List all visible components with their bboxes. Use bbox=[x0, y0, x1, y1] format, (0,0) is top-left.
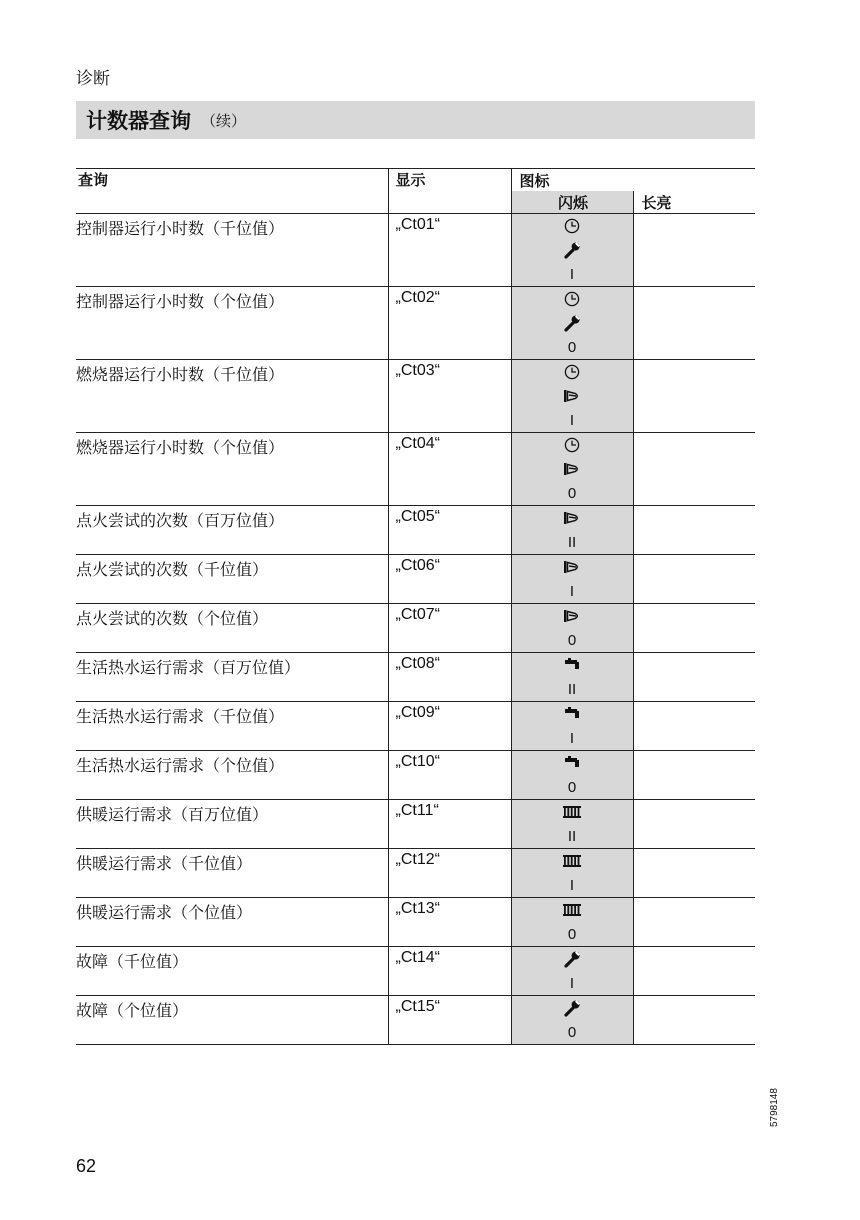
display-cell: „Ct12“ bbox=[388, 849, 511, 898]
query-cell: 供暖运行需求（个位值） bbox=[76, 898, 388, 947]
burner-icon bbox=[512, 384, 633, 408]
query-cell: 故障（千位值） bbox=[76, 947, 388, 996]
display-cell: „Ct10“ bbox=[388, 751, 511, 800]
section-label: 诊断 bbox=[76, 69, 110, 89]
title-bar bbox=[76, 101, 755, 139]
clock-icon bbox=[512, 214, 633, 238]
page-title-suffix: （续） bbox=[201, 111, 247, 130]
digit-indicator: 0 bbox=[567, 1023, 577, 1041]
wrench-icon bbox=[512, 996, 633, 1020]
flash-symbol-cell bbox=[511, 360, 633, 433]
page-number: 62 bbox=[76, 1156, 97, 1176]
flash-symbol-cell bbox=[511, 996, 633, 1045]
table-row bbox=[76, 604, 755, 653]
flash-symbol-cell bbox=[511, 800, 633, 849]
tap-icon bbox=[512, 702, 633, 726]
query-cell: 生活热水运行需求（百万位值） bbox=[76, 653, 388, 702]
table-row bbox=[76, 751, 755, 800]
digit-indicator: I bbox=[569, 876, 575, 894]
display-cell: „Ct09“ bbox=[388, 702, 511, 751]
col-header-flash: 闪烁 bbox=[511, 191, 633, 214]
flash-symbol-cell bbox=[511, 702, 633, 751]
steady-symbol-cell bbox=[633, 947, 755, 996]
radiator-icon bbox=[512, 849, 633, 873]
display-cell: „Ct03“ bbox=[388, 360, 511, 433]
burner-icon bbox=[512, 457, 633, 481]
burner-icon bbox=[512, 555, 633, 579]
display-cell: „Ct13“ bbox=[388, 898, 511, 947]
digit-indicator: II bbox=[567, 680, 577, 698]
table-row bbox=[76, 947, 755, 996]
table-row bbox=[76, 702, 755, 751]
table-row bbox=[76, 360, 755, 433]
wrench-icon bbox=[512, 311, 633, 335]
digit-indicator: 0 bbox=[567, 338, 577, 356]
table-row bbox=[76, 996, 755, 1045]
clock-icon bbox=[512, 360, 633, 384]
table-row bbox=[76, 653, 755, 702]
digit-indicator: II bbox=[567, 533, 577, 551]
table-row bbox=[76, 506, 755, 555]
display-cell: „Ct02“ bbox=[388, 287, 511, 360]
digit-indicator: 0 bbox=[567, 925, 577, 943]
page-title: 计数器查询 bbox=[86, 109, 191, 133]
query-cell: 生活热水运行需求（千位值） bbox=[76, 702, 388, 751]
steady-symbol-cell bbox=[633, 214, 755, 287]
query-cell: 控制器运行小时数（千位值） bbox=[76, 214, 388, 287]
query-cell: 供暖运行需求（百万位值） bbox=[76, 800, 388, 849]
display-cell: „Ct06“ bbox=[388, 555, 511, 604]
display-cell: „Ct08“ bbox=[388, 653, 511, 702]
flash-symbol-cell bbox=[511, 214, 633, 287]
radiator-icon bbox=[512, 898, 633, 922]
col-header-query: 查询 bbox=[76, 169, 388, 214]
query-cell: 燃烧器运行小时数（千位值） bbox=[76, 360, 388, 433]
display-cell: „Ct01“ bbox=[388, 214, 511, 287]
steady-symbol-cell bbox=[633, 849, 755, 898]
steady-symbol-cell bbox=[633, 360, 755, 433]
clock-icon bbox=[512, 433, 633, 457]
steady-symbol-cell bbox=[633, 433, 755, 506]
display-cell: „Ct14“ bbox=[388, 947, 511, 996]
query-cell: 供暖运行需求（千位值） bbox=[76, 849, 388, 898]
table-row bbox=[76, 433, 755, 506]
digit-indicator: I bbox=[569, 729, 575, 747]
query-cell: 故障（个位值） bbox=[76, 996, 388, 1045]
flash-symbol-cell bbox=[511, 555, 633, 604]
table-row bbox=[76, 287, 755, 360]
steady-symbol-cell bbox=[633, 653, 755, 702]
steady-symbol-cell bbox=[633, 996, 755, 1045]
steady-symbol-cell bbox=[633, 604, 755, 653]
table-row bbox=[76, 849, 755, 898]
digit-indicator: 0 bbox=[567, 484, 577, 502]
table-row bbox=[76, 898, 755, 947]
steady-symbol-cell bbox=[633, 702, 755, 751]
digit-indicator: 0 bbox=[567, 631, 577, 649]
wrench-icon bbox=[512, 947, 633, 971]
flash-symbol-cell bbox=[511, 849, 633, 898]
steady-symbol-cell bbox=[633, 506, 755, 555]
digit-indicator: I bbox=[569, 974, 575, 992]
query-cell: 控制器运行小时数（个位值） bbox=[76, 287, 388, 360]
digit-indicator: I bbox=[569, 582, 575, 600]
display-cell: „Ct04“ bbox=[388, 433, 511, 506]
display-cell: „Ct11“ bbox=[388, 800, 511, 849]
query-cell: 燃烧器运行小时数（个位值） bbox=[76, 433, 388, 506]
query-cell: 点火尝试的次数（百万位值） bbox=[76, 506, 388, 555]
counter-query-table bbox=[76, 168, 755, 1045]
flash-symbol-cell bbox=[511, 287, 633, 360]
flash-symbol-cell bbox=[511, 604, 633, 653]
wrench-icon bbox=[512, 238, 633, 262]
query-cell: 生活热水运行需求（个位值） bbox=[76, 751, 388, 800]
display-cell: „Ct05“ bbox=[388, 506, 511, 555]
tap-icon bbox=[512, 751, 633, 775]
clock-icon bbox=[512, 287, 633, 311]
query-cell: 点火尝试的次数（个位值） bbox=[76, 604, 388, 653]
steady-symbol-cell bbox=[633, 555, 755, 604]
query-cell: 点火尝试的次数（千位值） bbox=[76, 555, 388, 604]
col-header-steady: 长亮 bbox=[633, 191, 755, 214]
display-cell: „Ct15“ bbox=[388, 996, 511, 1045]
flash-symbol-cell bbox=[511, 947, 633, 996]
tap-icon bbox=[512, 653, 633, 677]
flash-symbol-cell bbox=[511, 653, 633, 702]
digit-indicator: 0 bbox=[567, 778, 577, 796]
digit-indicator: I bbox=[569, 265, 575, 283]
col-header-symbol: 图标 bbox=[511, 169, 755, 192]
table-row bbox=[76, 555, 755, 604]
steady-symbol-cell bbox=[633, 287, 755, 360]
burner-icon bbox=[512, 506, 633, 530]
burner-icon bbox=[512, 604, 633, 628]
steady-symbol-cell bbox=[633, 751, 755, 800]
steady-symbol-cell bbox=[633, 898, 755, 947]
display-cell: „Ct07“ bbox=[388, 604, 511, 653]
flash-symbol-cell bbox=[511, 433, 633, 506]
digit-indicator: II bbox=[567, 827, 577, 845]
table-row bbox=[76, 800, 755, 849]
flash-symbol-cell bbox=[511, 751, 633, 800]
digit-indicator: I bbox=[569, 411, 575, 429]
col-header-display: 显示 bbox=[388, 169, 511, 214]
table-row bbox=[76, 214, 755, 287]
flash-symbol-cell bbox=[511, 506, 633, 555]
steady-symbol-cell bbox=[633, 800, 755, 849]
document-code: 5798148 bbox=[769, 1088, 780, 1127]
radiator-icon bbox=[512, 800, 633, 824]
flash-symbol-cell bbox=[511, 898, 633, 947]
